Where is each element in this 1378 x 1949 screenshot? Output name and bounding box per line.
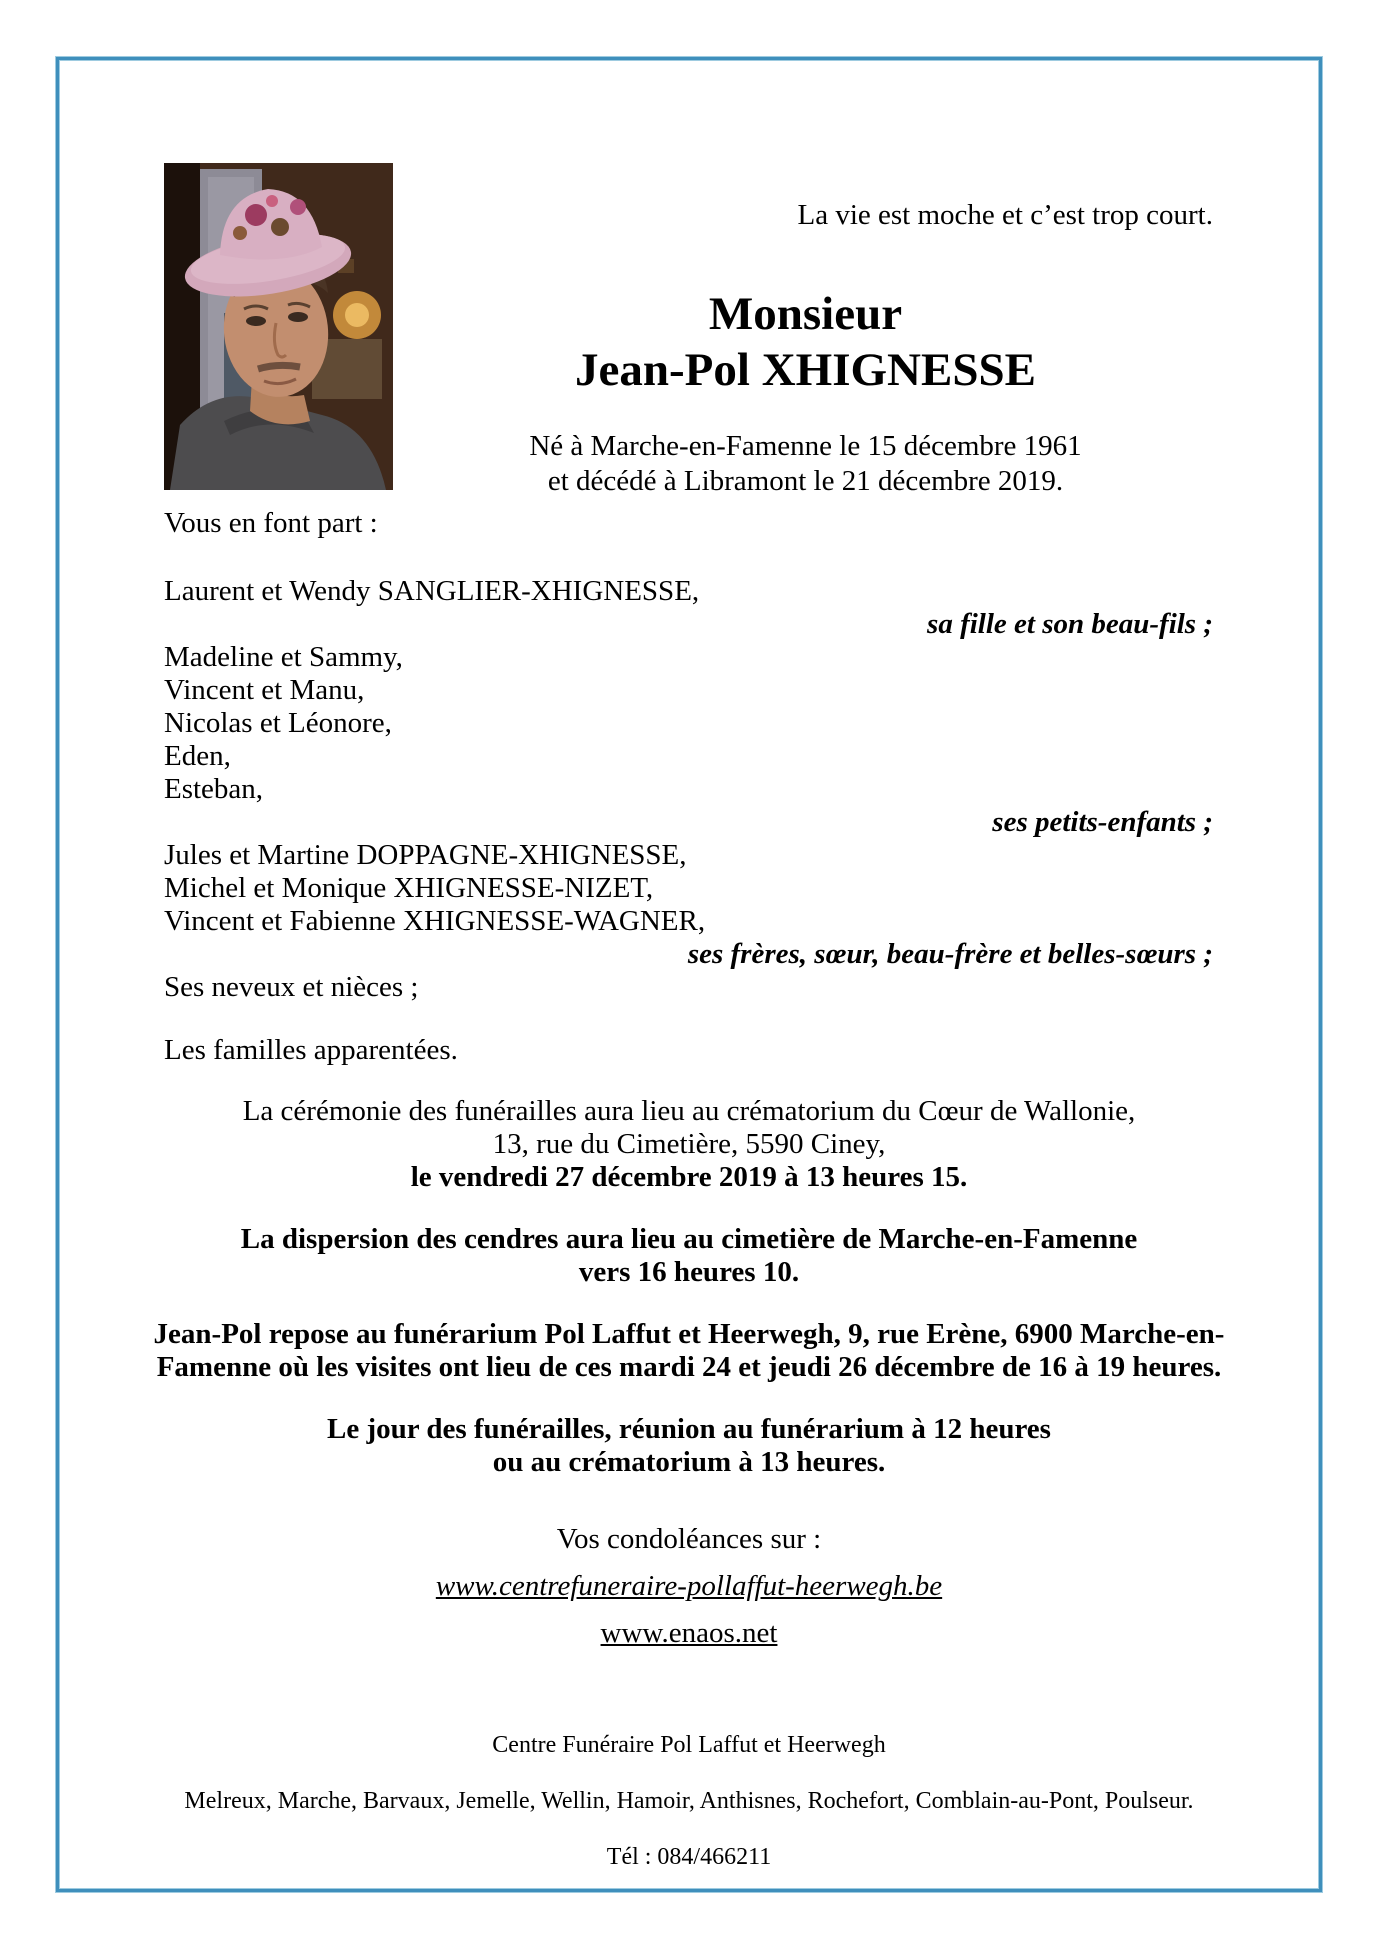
funeral-home-footer xyxy=(60,1717,1318,1885)
family-line-grandchild-3: Nicolas et Léonore, xyxy=(164,707,392,739)
repose-paragraph xyxy=(60,1318,1318,1384)
page-frame xyxy=(55,56,1323,1893)
condolences-intro: Vos condoléances sur : xyxy=(556,1523,822,1555)
reunion-line-2: ou au crématorium à 13 heures. xyxy=(492,1446,886,1478)
enaos-website-link[interactable]: www.enaos.net xyxy=(600,1617,778,1649)
quote-text: La vie est moche et c’est trop court. xyxy=(797,199,1213,231)
family-line-sibling-3: Vincent et Fabienne XHIGNESSE-WAGNER, xyxy=(164,905,706,937)
footer-locations: Melreux, Marche, Barvaux, Jemelle, Wellin, Hamoir, Anthisnes, Rochefort, Comblain-au-Pont, Poulseur. xyxy=(184,1788,1194,1814)
death-line: et décédé à Libramont le 21 décembre 2019. xyxy=(547,465,1064,497)
birth-line: Né à Marche-en-Famenne le 15 décembre 1961 xyxy=(529,430,1082,462)
relation-label-siblings: ses frères, sœur, beau-frère et belles-sœurs ; xyxy=(687,938,1213,970)
family-line-related-families: Les familles apparentées. xyxy=(164,1034,458,1066)
portrait-photo-illustration xyxy=(164,163,393,490)
title-honorific: Monsieur xyxy=(708,288,903,340)
condolences-block xyxy=(60,1516,1318,1657)
family-line-grandchild-5: Esteban, xyxy=(164,773,264,805)
document-body xyxy=(60,507,1318,1885)
relation-label-grandchildren: ses petits-enfants ; xyxy=(992,806,1213,838)
footer-company-name: Centre Funéraire Pol Laffut et Heerwegh xyxy=(492,1732,886,1758)
repose-line-2: Famenne où les visites ont lieu de ces mardi 24 et jeudi 26 décembre de 16 à 19 heures. xyxy=(156,1351,1222,1383)
ceremony-location-line: La cérémonie des funérailles aura lieu au crématorium du Cœur de Wallonie, xyxy=(242,1095,1136,1127)
birth-death-block xyxy=(393,429,1218,499)
announcement-intro: Vous en font part : xyxy=(164,507,378,539)
relation-label-daughter: sa fille et son beau-fils ; xyxy=(927,608,1213,640)
family-line-sibling-1: Jules et Martine DOPPAGNE-XHIGNESSE, xyxy=(164,839,687,871)
footer-phone: Tél : 084/466211 xyxy=(606,1844,772,1870)
repose-line-1: Jean-Pol repose au funérarium Pol Laffut et Heerwegh, 9, rue Erène, 6900 Marche-en- xyxy=(153,1318,1225,1350)
funeral-day-paragraph xyxy=(60,1413,1318,1479)
dispersion-location-line: La dispersion des cendres aura lieu au cimetière de Marche-en-Famenne xyxy=(240,1223,1138,1255)
portrait-photo xyxy=(164,163,393,490)
family-line-grandchild-4: Eden, xyxy=(164,740,231,772)
family-line-grandchild-1: Madeline et Sammy, xyxy=(164,641,403,673)
condolences-website-link[interactable]: www.centrefuneraire-pollaffut-heerwegh.be xyxy=(435,1570,943,1602)
ceremony-paragraph xyxy=(60,1095,1318,1194)
ceremony-address-line: 13, rue du Cimetière, 5590 Ciney, xyxy=(492,1128,886,1160)
page-frame-inner-rule xyxy=(59,60,1319,1889)
family-line-grandchild-2: Vincent et Manu, xyxy=(164,674,365,706)
family-line-sibling-2: Michel et Monique XHIGNESSE-NIZET, xyxy=(164,872,654,904)
family-line-nieces: Ses neveux et nièces ; xyxy=(164,971,419,1003)
ashes-dispersion-paragraph xyxy=(60,1223,1318,1289)
page-frame-thick-rule xyxy=(56,57,1322,1892)
title-block xyxy=(393,286,1218,398)
dispersion-time-line: vers 16 heures 10. xyxy=(578,1256,800,1288)
family-list xyxy=(60,575,1318,1067)
reunion-line-1: Le jour des funérailles, réunion au funérarium à 12 heures xyxy=(327,1413,1051,1445)
family-line-daughter: Laurent et Wendy SANGLIER-XHIGNESSE, xyxy=(164,575,700,607)
ceremony-datetime-line: le vendredi 27 décembre 2019 à 13 heures 15. xyxy=(410,1161,968,1193)
deceased-name: Jean-Pol XHIGNESSE xyxy=(575,344,1036,396)
